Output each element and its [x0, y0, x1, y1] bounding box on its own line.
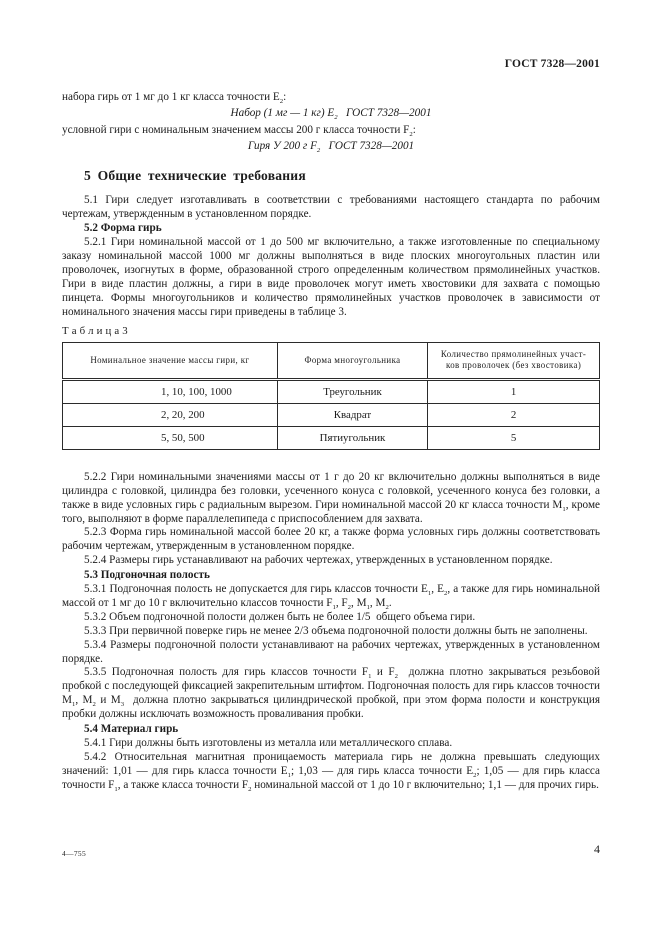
designation-example-1: Набор (1 мг — 1 кг) $Е_2$ ГОСТ 7328—2001 [230, 106, 432, 122]
table-row [63, 426, 600, 449]
paragraph-5-4-1: 5.4.1 Гири должны быть изготовлены из металла или металлического сплава. [84, 737, 453, 749]
cell-count: 1 [428, 379, 600, 403]
section-5-title: 5 Общие технические требования [84, 167, 306, 183]
table-3-header-row [63, 342, 600, 379]
paragraph-5-3-5: 5.3.5 Подгоночная полость для гирь классов точности $F_1$ и $F_2$ должна плотно закрываться резьбовой пробкой с последующей фиксацией закрепительным штифтом. Подгоночная полость для гирь классов точности $М_1$, $М_2$ и $М_3$ должна плотно закрываться цилиндрической пробкой, при этом форма полости и конструкция пробки должны исключать возможность проваливания пробки. [62, 666, 601, 721]
table-3-caption: Т а б л и ц а 3 [62, 324, 128, 337]
table-row [63, 403, 600, 426]
paragraph-5-3-3: 5.3.3 При первичной поверке гирь не менее 2/3 объема подгоночной полости должны быть не заполнены. [84, 624, 588, 637]
table-3 [62, 342, 600, 450]
cell-shape: Квадрат [277, 403, 427, 426]
paragraph-5-4-2: 5.4.2 Относительная магнитная проницаемость материала гирь не должна превышать следующих значений: 1,01 — для гирь класса точности $Е_1$; 1,03 — для гирь класса точности $Е_2$; 1,05 — для гирь класса точности $F_1$, а также класса точности $F_2$ номинальной массой от 1 до 10 г включительно; 1,1 — для прочих гирь. [62, 750, 600, 793]
page-number: 4 [594, 842, 600, 856]
cell-count: 2 [428, 403, 600, 426]
paragraph-5-2-1: 5.2.1 Гири номинальной массой от 1 до 500 мг включительно, а также изготовленные по специальному заказу номинальной массой 1000 мг должны выполняться в виде плоских многоугольных пластин или проволочек, изогнутых в форме, образованной строго определенным количеством прямолинейных участков. Гири в виде пластин должны, а гири в виде проволочек могут иметь хвостовики для захвата с помощью пинцета. Формы многоугольников и количество прямолинейных участков проволочек в зависимости от номинального значения массы гири приведены в таблице 3. [62, 236, 600, 318]
subsection-5-4-title: 5.4 Материал гирь [84, 723, 179, 736]
table-3-header-mass: Номинальное значение массы гири, кг [63, 342, 278, 379]
paragraph-5-2-3: 5.2.3 Форма гирь номинальной массой более 20 кг, а также форма условных гирь должны соответствовать рабочим чертежам, утвержденным в установленном порядке. [62, 526, 600, 553]
subsection-5-2-title: 5.2 Форма гирь [84, 222, 162, 235]
cell-mass: 2, 20, 200 [63, 403, 278, 426]
paragraph-5-1: 5.1 Гири следует изготавливать в соответствии с требованиями настоящего стандарта по рабочим чертежам, утвержденным в установленном порядке. [62, 193, 600, 220]
cell-count: 5 [428, 426, 600, 449]
cell-mass: 1, 10, 100, 1000 [63, 379, 278, 403]
paragraph-5-3-2: 5.3.2 Объем подгоночной полости должен быть не более 1/5 общего объема гири. [84, 610, 476, 623]
table-row [63, 379, 600, 403]
cell-shape: Пятиугольник [277, 426, 427, 449]
document-code: ГОСТ 7328—2001 [504, 58, 600, 70]
print-order-signature: 4—755 [62, 849, 86, 858]
cell-shape: Треугольник [277, 379, 427, 403]
paragraph-5-2-4: 5.2.4 Размеры гирь устанавливают на рабочих чертежах, утвержденных в установленном порядке. [84, 554, 553, 567]
cell-mass: 5, 50, 500 [63, 426, 278, 449]
table-3-header-shape: Форма многоугольника [277, 342, 427, 379]
paragraph-intro-1: набора гирь от 1 мг до 1 кг класса точности $Е_2$: [62, 91, 287, 106]
document-body [62, 91, 600, 793]
table-3-header-count: Количество прямолинейных участ- ков проволочек (без хвостовика) [428, 342, 600, 379]
paragraph-intro-2: условной гири с номинальным значением массы 200 г класса точности $F_2$: [62, 123, 416, 139]
designation-example-2: Гиря У 200 г $F_2$ ГОСТ 7328—2001 [247, 139, 415, 154]
paragraph-5-2-2: 5.2.2 Гири номинальными значениями массы от 1 г до 20 кг включительно должны выполняться в виде цилиндра с головкой, цилиндра без головки, усеченного конуса с головкой, усеченного конуса без головки, а также в виде условных гирь с радиальным вырезом. Гири номинальной массой 20 кг класса точности $М_1$, кроме того, выполняют в форме параллелепипеда с приспособлением для захвата. [62, 470, 600, 525]
paragraph-5-3-4: 5.3.4 Размеры подгоночной полости устанавливают на рабочих чертежах, утвержденных в установленном порядке. [62, 638, 600, 665]
subsection-5-3-title: 5.3 Подгоночная полость [84, 569, 210, 582]
paragraph-5-3-1: 5.3.1 Подгоночная полость не допускается для гирь классов точности $Е_1$, $Е_2$, а также для гирь номинальной массой от 1 мг до 10 г включительно классов точности $F_1$, $F_2$, $М_1$, $М_2$. [62, 583, 600, 612]
running-header [62, 58, 600, 70]
